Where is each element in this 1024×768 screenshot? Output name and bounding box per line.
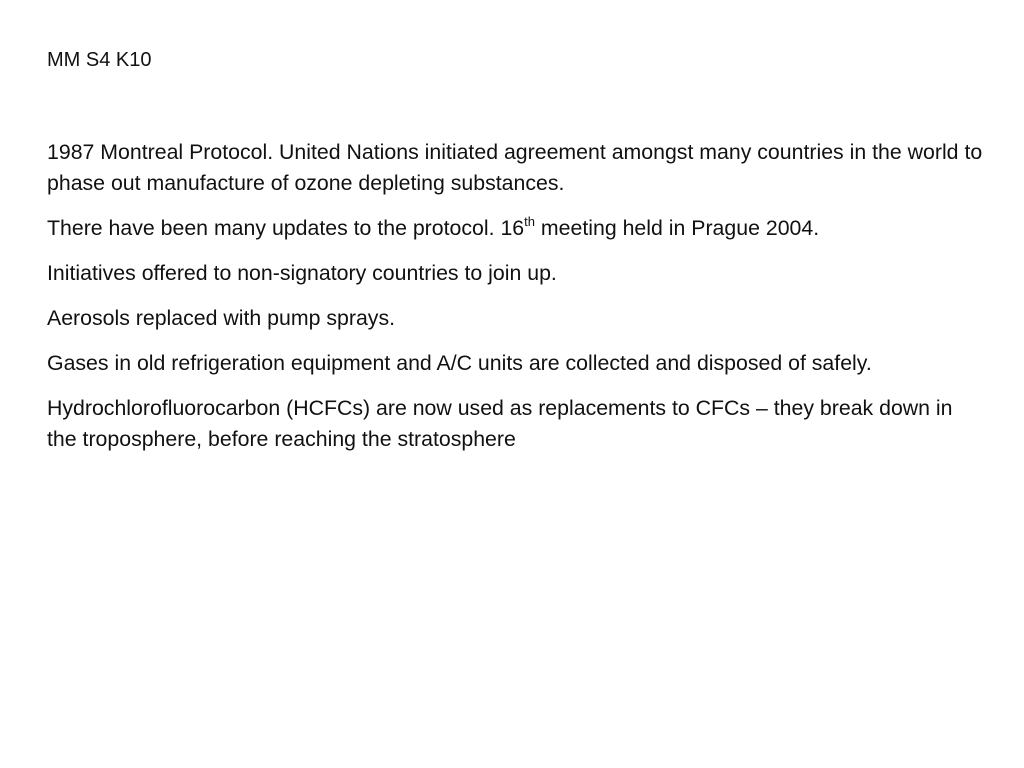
paragraph-gases-disposal: Gases in old refrigeration equipment and A/C units are collected and disposed of safely. [47,351,872,375]
ordinal-superscript: th [524,214,535,229]
slide-body [47,137,987,469]
paragraph-aerosols: Aerosols replaced with pump sprays. [47,306,396,330]
paragraph-montreal-protocol: 1987 Montreal Protocol. United Nations initiated agreement amongst many countries in the world to phase out manufacture of ozone depleting substances. [47,140,983,195]
paragraph-protocol-updates-text: There have been many updates to the protocol. 16 [47,216,525,240]
paragraph-initiatives: Initiatives offered to non-signatory countries to join up. [47,261,557,285]
paragraph-protocol-updates-tail: meeting held in Prague 2004. [534,216,820,240]
paragraph-protocol-updates [47,213,987,244]
paragraph-hcfcs: Hydrochlorofluorocarbon (HCFCs) are now used as replacements to CFCs – they break down in the troposphere, before reaching the stratosphere [47,396,953,451]
slide-title: MM S4 K10 [47,49,152,71]
